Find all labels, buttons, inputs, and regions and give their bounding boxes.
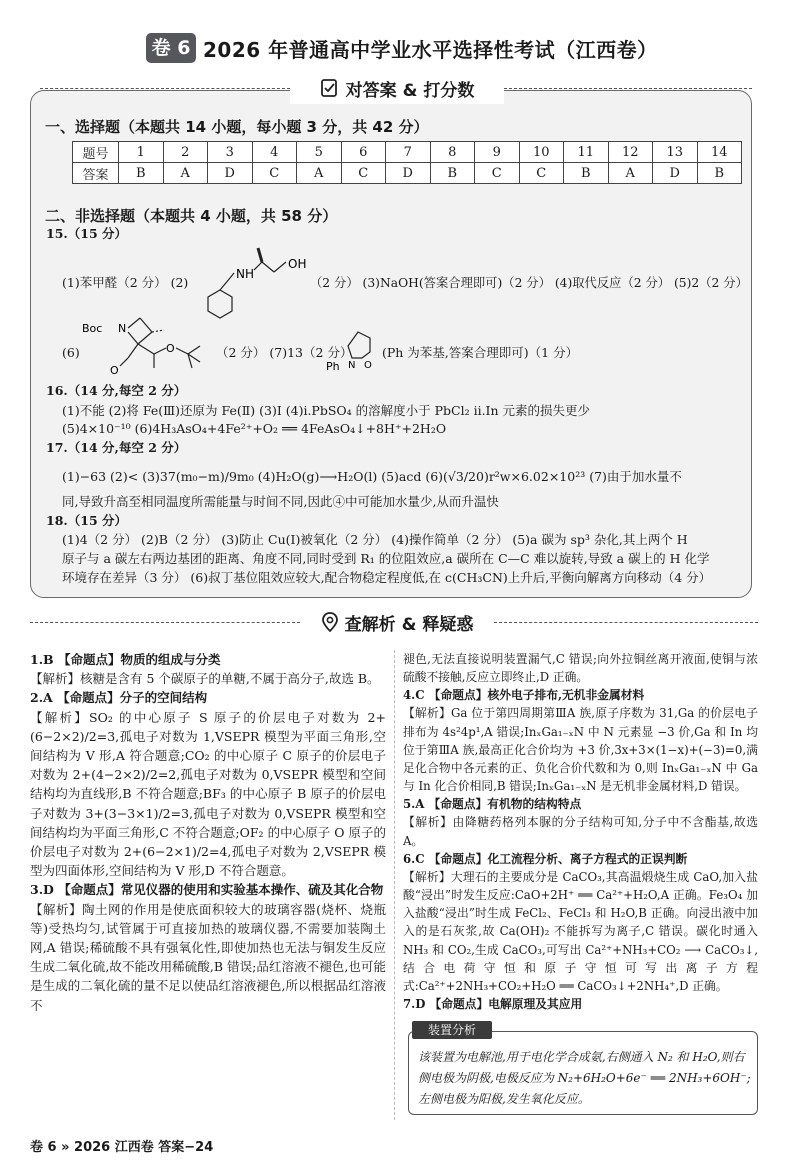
answer-cell: C [341, 163, 386, 184]
answer-cell: D [653, 163, 698, 184]
explanation-paragraph: 2.A 【命题点】分子的空间结构 [30, 690, 208, 706]
answer-cell: A [163, 163, 208, 184]
q15-heading: 15.（15 分） [46, 226, 127, 241]
question-number-row [73, 142, 742, 163]
question-number-cell: 6 [341, 142, 386, 163]
question-number-cell: 2 [163, 142, 208, 163]
explanation-paragraph: 【解析】SO₂ 的中心原子 S 原子的价层电子对数为 2+(6−2×2)/2=3,孤电子对数为 1,VSEPR 模型为平面三角形,空间结构为 V 形,A 符合题意;CO₂ 的中心原子 C 原子的价层电子对数为 2+(4−2×2)/2=2,孤电子对数为 0,VSEPR 模型和空间结构均为直线形,B 不符合题意;BF₃ 的中心原子 B 原子的价层电子对数为 3+(3−3×1)/2=3,孤电子对数为 0,VSEPR 模型和空间结构均为平面三角形,C 不符合题意;OF₂ 的中心原子 O 原子的价层电子对数为 2+(6−2×1)/2=4,孤电子对数为 2,VSEPR 模型为四面体形,空间结构为 V 形,D 不符合题意。 [30, 709, 386, 879]
answer-cell: C [475, 163, 520, 184]
nh-label: NH [236, 267, 254, 281]
explanation-paragraph: 3.D 【命题点】常见仪器的使用和实验基本操作、硫及其化合物 [30, 882, 384, 898]
question-number-cell: 3 [208, 142, 253, 163]
answer-section-title: 对答案 & 打分数 [345, 80, 475, 101]
answer-cell: B [697, 163, 742, 184]
question-number-cell: 9 [475, 142, 520, 163]
column-divider [394, 650, 395, 1120]
answer-table [72, 141, 742, 184]
explanation-paragraph: 1.B 【命题点】物质的组成与分类 [30, 652, 221, 667]
check-pencil-icon [320, 78, 340, 98]
explanation-section-title: 查解析 & 释疑惑 [344, 614, 474, 635]
q18-line2: 原子与 a 碳左右两边基团的距离、角度不同,同时受到 R₁ 的位阻效应,a 碳所在 C—C 难以旋转,导致 a 碳上的 H 化学 [62, 551, 710, 566]
q17-line2: 同,导致升高至相同温度所需能量与时间不同,因此④中可能加水量少,从而升温快 [62, 494, 499, 509]
question-number-cell: 7 [386, 142, 431, 163]
explanation-paragraph: 6.C 【命题点】化工流程分析、离子方程式的正误判断 [403, 851, 688, 866]
question-number-cell: 12 [608, 142, 653, 163]
question-number-cell: 10 [519, 142, 564, 163]
answer-cell: D [386, 163, 431, 184]
explanation-left-column [30, 650, 386, 1015]
row-label: 答案 [73, 163, 119, 184]
volume-badge: 卷 6 [146, 33, 196, 63]
ph-label: Ph [326, 360, 340, 373]
answer-cell: C [252, 163, 297, 184]
q17-line1: (1)−63 (2)< (3)37(m₀−m)/9m₀ (4)H₂O(g)⟶H₂O(l) (5)acd (6)(√3/20)r²w×6.02×10²³ (7)由于加水量不 [62, 469, 682, 484]
question-number-cell: 14 [697, 142, 742, 163]
answer-cell: C [519, 163, 564, 184]
q18-line3: 环境存在差异（3 分） (6)叔丁基位阻效应较大,配合物稳定程度低,在 c(CH₃CN)上升后,平衡向解离方向移动（4 分） [62, 570, 712, 585]
explanation-right-column [403, 650, 758, 1013]
question-number-cell: 1 [119, 142, 164, 163]
question-number-cell: 8 [430, 142, 475, 163]
o-label: O [166, 342, 175, 355]
page-footer: 卷 6 » 2026 江西卷 答案−24 [30, 1140, 214, 1155]
question-number-cell: 4 [252, 142, 297, 163]
explanation-paragraph: 【解析】陶土网的作用是使底面积较大的玻璃容器(烧杯、烧瓶等)受热均匀,试管属于可直接加热的玻璃仪器,不需要加装陶土网,A 错误;稀硫酸不具有强氧化性,即使加热也无法与铜发生反应生成二氧化硫,故不能改用稀硫酸,B 错误;品红溶液不褪色,也可能是生成的二氧化硫的量不足以使品红溶液褪色,所以根据品红溶液不 [30, 901, 386, 1013]
explanation-paragraph: 【解析】大理石的主要成分是 CaCO₃,其高温煅烧生成 CaO,加入盐酸“浸出”时发生反应:CaO+2H⁺ ══ Ca²⁺+H₂O,A 正确。Fe₃O₄ 加入盐酸“浸出”时生成 FeCl₂、FeCl₃ 和 H₂O,B 正确。向浸出液中加入的是石灰浆,故 Ca(OH)₂ 不能拆写为离子,C 错误。碳化时通入 NH₃ 和 CO₂,生成 CaCO₃,可写出 Ca²⁺+NH₃+CO₂ ⟶ CaCO₃↓,结合电荷守恒和原子守恒可写出离子方程式:Ca²⁺+2NH₃+CO₂+H₂O ══ CaCO₃↓+2NH₄⁺,D 正确。 [403, 869, 758, 993]
amino-alcohol-structure [196, 240, 314, 320]
n-label: N [118, 322, 127, 335]
answer-cell: A [297, 163, 342, 184]
explanation-section-heading [0, 607, 797, 637]
oxazinane-structure [326, 326, 380, 376]
question-number-cell: 11 [564, 142, 609, 163]
q17-heading: 17.（14 分,每空 2 分） [46, 440, 187, 455]
q18-line1: (1)4（2 分） (2)B（2 分） (3)防止 Cu(Ⅰ)被氧化（2 分） (4)操作简单（2 分） (5)a 碳为 sp³ 杂化,其上两个 H [62, 532, 688, 547]
answer-cell: A [608, 163, 653, 184]
o-label: O [110, 364, 119, 377]
answer-cell: D [208, 163, 253, 184]
q18-heading: 18.（15 分） [46, 513, 127, 528]
q15-line2-end: (Ph 为苯基,答案合理即可)（1 分） [382, 345, 579, 360]
explanation-paragraph: 【解析】由降糖药格列本脲的分子结构可知,分子中不含酯基,故选 A。 [403, 815, 758, 848]
explanation-paragraph: 褪色,无法直接说明装置漏气,C 错误;向外拉铜丝离开液面,使铜与浓硫酸不接触,反应立即终止,D 正确。 [403, 652, 758, 685]
q15-line1-end: （2 分） (3)NaOH(答案合理即可)（2 分） (4)取代反应（2 分） (5)2（2 分） [310, 275, 748, 290]
explanation-paragraph: 【解析】核糖是含有 5 个碳原子的单糖,不属于高分子,故选 B。 [30, 671, 380, 687]
choice-section-title: 一、选择题（本题共 14 小题，每小题 3 分，共 42 分） [45, 118, 429, 136]
answer-cell: B [564, 163, 609, 184]
explanation-paragraph: 4.C 【命题点】核外电子排布,无机非金属材料 [403, 688, 645, 703]
question-number-cell: 5 [297, 142, 342, 163]
oh-label: OH [288, 257, 307, 271]
answer-cell: B [430, 163, 475, 184]
o-label: O [364, 360, 372, 371]
answer-row [73, 163, 742, 184]
row-label: 题号 [73, 142, 119, 163]
exam-title: 2026 年普通高中学业水平选择性考试（江西卷） [203, 38, 658, 62]
device-analysis-tag: 装置分析 [412, 1021, 492, 1039]
n-label: N [348, 360, 356, 371]
boc-label: Boc [82, 322, 103, 335]
device-analysis-text: 该装置为电解池,用于电化学合成氨,右侧通入 N₂ 和 H₂O,则右侧电极为阴极,电极反应为 N₂+6H₂O+6e⁻ ══ 2NH₃+6OH⁻;左侧电极为阳极,发生氧化反应。 [418, 1050, 751, 1106]
q15-line2-mid: （2 分） (7)13（2 分） [216, 345, 353, 360]
answer-section-heading [0, 72, 797, 102]
azetidine-structure [80, 310, 220, 380]
explanation-paragraph: 5.A 【命题点】有机物的结构特点 [403, 797, 582, 812]
explanation-paragraph: 【解析】Ga 位于第四周期第ⅢA 族,原子序数为 31,Ga 的价层电子排布为 4s²4p¹,A 错误;InₓGa₁₋ₓN 中 N 元素显 −3 价,Ga 和 In 均位于第ⅢA 族,最高正化合价均为 +3 价,3x+3×(1−x)+(−3)=0,满足化合物中各元素的正、负化合价代数和为 0,则 InₓGa₁₋ₓN 中 Ga 与 In 化合价相同,B 错误;InₓGa₁₋ₓN 是无机非金属材料,D 错误。 [403, 706, 758, 794]
page-header [0, 30, 797, 66]
q15-line2-start: (6) [62, 345, 80, 360]
q16-heading: 16.（14 分,每空 2 分） [46, 383, 187, 398]
q15-line1-start: (1)苯甲醛（2 分） (2) [62, 275, 189, 290]
question-number-cell: 13 [653, 142, 698, 163]
nonchoice-section-title: 二、非选择题（本题共 4 小题，共 58 分） [45, 207, 338, 225]
location-pin-icon [321, 612, 339, 632]
q16-line2: (5)4×10⁻¹⁰ (6)4H₃AsO₄+4Fe²⁺+O₂ ══ 4FeAsO₄↓+8H⁺+2H₂O [62, 421, 447, 436]
q16-line1: (1)不能 (2)将 Fe(Ⅲ)还原为 Fe(Ⅱ) (3)Ⅰ (4)ⅰ.PbSO₄ 的溶解度小于 PbCl₂ ⅱ.In 元素的损失更少 [62, 403, 591, 418]
answer-cell: B [119, 163, 164, 184]
explanation-paragraph: 7.D 【命题点】电解原理及其应用 [403, 996, 583, 1011]
